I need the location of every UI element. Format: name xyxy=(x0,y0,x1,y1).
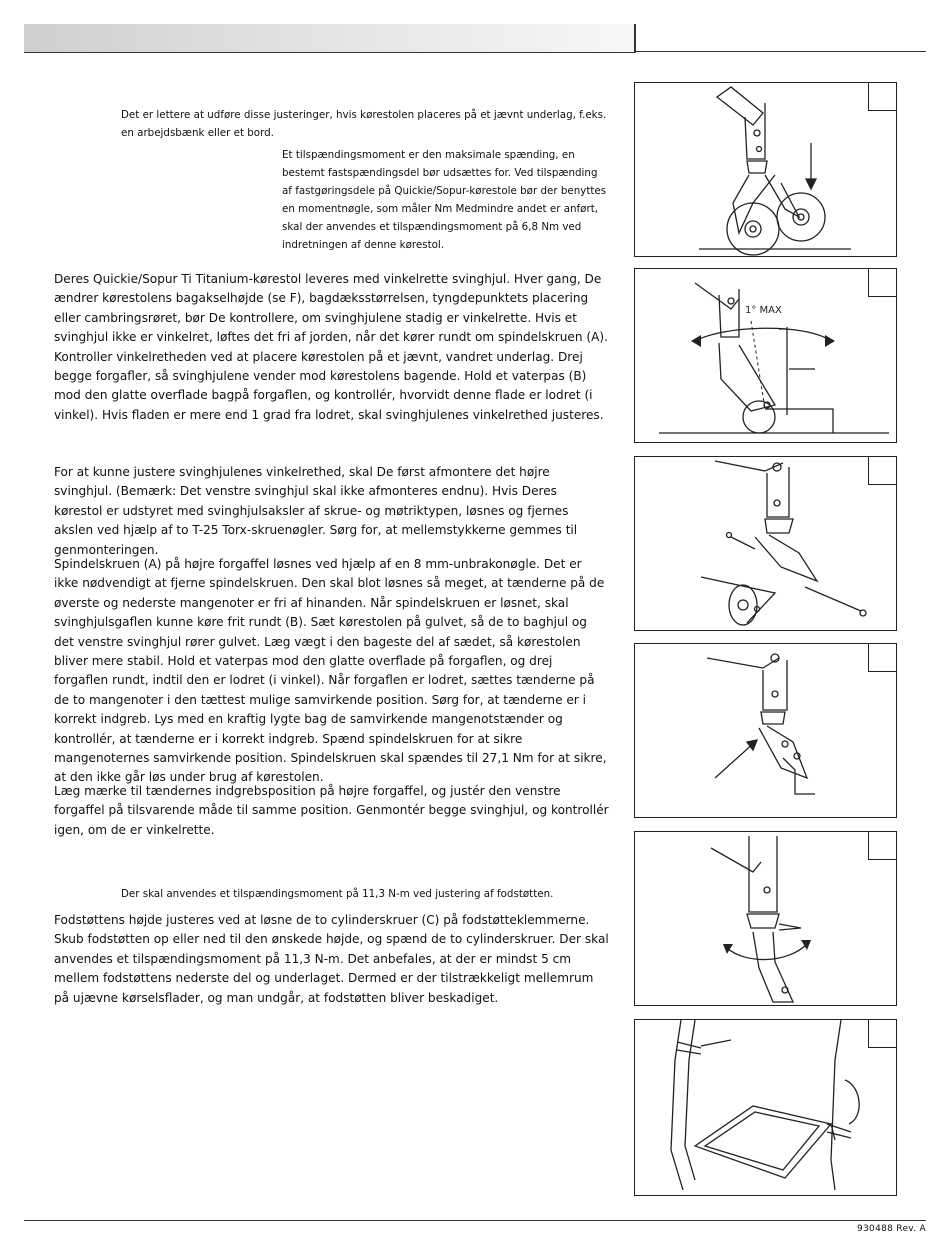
note-footrest-torque: Der skal anvendes et tilspændingsmoment på 11,3 N-m ved justering af fodstøtten. xyxy=(121,888,554,900)
caster-illustration xyxy=(635,83,896,256)
figure-fork-vertical xyxy=(634,268,897,443)
paragraph-left-fork: Læg mærke til tændernes indgrebsposition på højre forgaffel, og justér den venstre forgaffel på tilsvarende måde til samme position. Genmontér begge svinghjul, og kontrollér igen, om de er vinkelrette. xyxy=(54,784,609,837)
paragraph-footrest-height: Fodstøttens højde justeres ved at løsne de to cylinderskruer (C) på fodstøtteklemmerne. Skub fodstøtten op eller ned til den ønskede højde, og spænd de to cylinderskruer. Der skal anvendes et tilspændingsmoment på 11,3 N-m. Det anbefales, at der er mindst 5 cm mellem fodstøttens nederste del og underlaget. Dermed er der tilstrækkeligt mellemrum på ujævne kørselsflader, og man undgår, at fodstøtten bliver beskadiget. xyxy=(54,913,609,1005)
figure-footrest xyxy=(634,1019,897,1196)
allen-key-illustration xyxy=(635,644,896,817)
header-bar xyxy=(24,24,634,53)
paragraph-caster-alignment: Deres Quickie/Sopur Ti Titanium-kørestol leveres med vinkelrette svinghjul. Hver gang, De ændrer kørestolens bagakselhøjde (se F), bagdæksstørrelsen, tyngdepunktets placering eller cambringsrøret, bør De kontrollere, om svinghjulene stadig er vinkelrette. Hvis et svinghjul ikke er vinkelret, løftes det fri af jorden, når det kører rundt om spindelskruen (A). Kontroller vinkelretheden ved at placere kørestolen på et jævnt, vandret underlag. Drej begge forgafler, så svinghjulene vender mod kørestolens bagende. Hold et vaterpas (B) mod den glatte overflade bagpå forgaflen, og kontrollér, hvorvidt denne flade er lodret (i vinkel). Hvis fladen er mere end 1 grad fra lodret, skal svinghjulenes vinkelrethed justeres. xyxy=(54,272,608,422)
exploded-caster-illustration xyxy=(635,457,896,630)
figure-allen-key xyxy=(634,643,897,818)
header-rule xyxy=(636,51,926,52)
paragraph-spindle-bolt: Spindelskruen (A) på højre forgaffel løsnes ved hjælp af en 8 mm-unbrakonøgle. Det er ikke nødvendigt at fjerne spindelskruen. Den skal blot løsnes så meget, at tænderne på de øverste og nederste mangenoter er fri af hinanden. Når spindelskruen er løsnet, skal svinghjulsgaflen kunne køre frit rundt (B). Sæt kørestolen på gulvet, så de to baghjul og det venstre svinghjul rører gulvet. Læg vægt i den bageste del af sædet, så kørestolen bliver mere stabil. Hold et vaterpas mod den glatte overflade på forgaflen, og drej forgaflen rundt, indtil den er lodret (i vinkel). Når forgaflen er lodret, sættes tænderne på de to mangenoter i den tættest mulige samvirkende position. Sørg for, at tænderne er i korrekt indgreb. Lys med en kraftig lygte bag de samvirkende mangenotstænder og kontrollér, at tænderne er i korrekt indgreb. Spænd spindelskruen for at sikre mangenoternes samvirkende position. Spindelskruen skal spændes til 27,1 Nm for at sikre, at den ikke går løs under brug af kørestolen. xyxy=(54,557,607,785)
note-work-surface: Det er lettere at udføre disse justeringer, hvis kørestolen placeres på et jævnt underlag, f.eks. en arbejdsbænk eller et bord. xyxy=(121,109,607,139)
figure-fork-rotate xyxy=(634,831,897,1006)
figure-caster-wheels xyxy=(634,82,897,257)
footrest-illustration xyxy=(635,1020,896,1195)
fork-rotate-illustration xyxy=(635,832,896,1005)
paragraph-remove-caster: For at kunne justere svinghjulenes vinkelrethed, skal De først afmontere det højre svinghjul. (Bemærk: Det venstre svinghjul skal ikke afmonteres endnu). Hvis Deres kørestol er udstyret med svinghjulsaksler af skrue- og møtriktypen, løsnes og fjernes akslen ved hjælp af to T-25 Torx-skruenøgler. Sørg for, at mellemstykkerne gemmes til genmonteringen. xyxy=(54,465,578,557)
footer-rule xyxy=(24,1220,926,1221)
fork-level-illustration xyxy=(635,269,896,442)
header-divider xyxy=(634,24,636,53)
fig2-max-label: 1° MAX xyxy=(745,305,782,316)
figure-caster-removal xyxy=(634,456,897,631)
note-torque xyxy=(54,146,609,254)
note-torque-text: Et tilspændingsmoment er den maksimale spænding, en bestemt fastspændingsdel bør udsættes for. Ved tilspænding af fastgøringsdele på Quickie/Sopur-kørestole bør der benyttes en momentnøgle, som måler Nm Medmindre andet er anført, skal der anvendes et tilspændingsmoment på 6,8 Nm ved indretningen af denne kørestol. xyxy=(282,149,607,251)
document-code: 930488 Rev. A xyxy=(856,1224,926,1234)
